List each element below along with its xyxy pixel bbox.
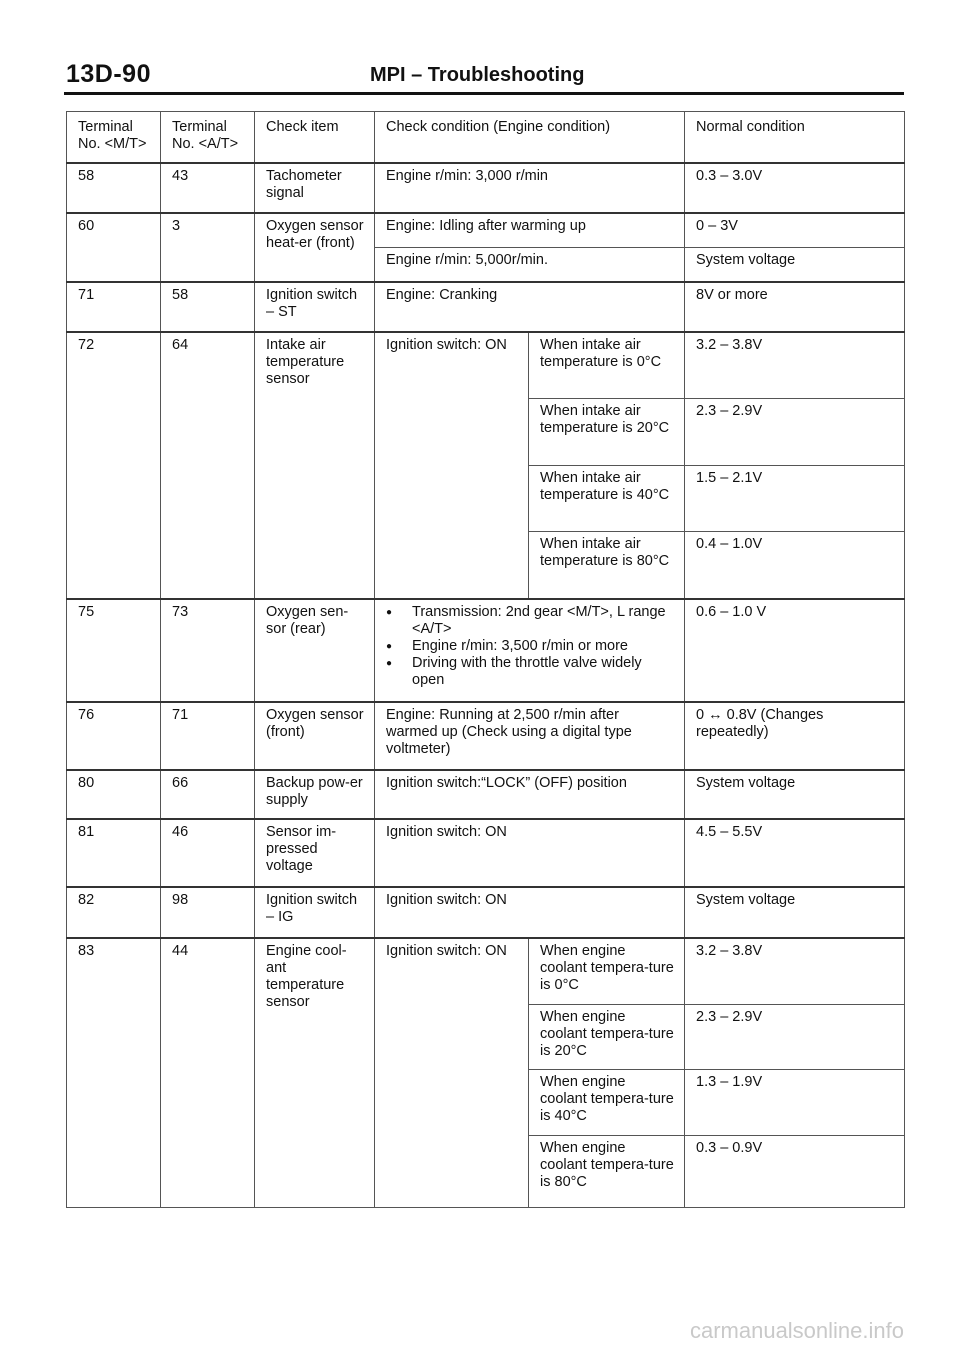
check-condition: Engine r/min: 3,000 r/min — [375, 163, 685, 212]
terminal-mt: 83 — [67, 938, 161, 1207]
check-condition: Ignition switch:“LOCK” (OFF) position — [375, 770, 685, 819]
normal-condition: 8V or more — [685, 282, 905, 331]
check-item: Oxygen sensor (front) — [255, 702, 375, 770]
sub-condition: When intake air temperature is 40°C — [529, 465, 685, 532]
terminal-mt: 81 — [67, 819, 161, 887]
terminal-at: 73 — [161, 599, 255, 702]
terminal-mt: 75 — [67, 599, 161, 702]
condition-bullet: ● Driving with the throttle valve widely open — [386, 655, 674, 689]
terminal-at: 46 — [161, 819, 255, 887]
page-number: 13D-90 — [66, 60, 151, 88]
column-header: Check condition (Engine condition) — [375, 112, 685, 164]
table-row — [67, 599, 905, 702]
check-condition: Engine r/min: 5,000r/min. — [375, 247, 685, 282]
table-row — [67, 332, 905, 399]
check-item: Oxygen sensor heat-er (front) — [255, 213, 375, 283]
check-condition: Ignition switch: ON — [375, 819, 685, 887]
normal-condition: 0 ↔ 0.8V (Changes repeatedly) — [685, 702, 905, 770]
terminal-at: 3 — [161, 213, 255, 283]
check-item: Oxygen sen-sor (rear) — [255, 599, 375, 702]
check-item: Engine cool-ant temperature sensor — [255, 938, 375, 1207]
terminal-at: 58 — [161, 282, 255, 331]
check-item: Backup pow-er supply — [255, 770, 375, 819]
table-row — [67, 702, 905, 770]
normal-condition: 3.2 – 3.8V — [685, 332, 905, 399]
terminal-mt: 72 — [67, 332, 161, 600]
sub-condition: When intake air temperature is 20°C — [529, 398, 685, 465]
sub-condition: When intake air temperature is 80°C — [529, 532, 685, 600]
normal-condition: 4.5 – 5.5V — [685, 819, 905, 887]
sub-condition: When engine coolant tempera-ture is 40°C — [529, 1070, 685, 1136]
column-header: Normal condition — [685, 112, 905, 164]
sub-condition: When intake air temperature is 0°C — [529, 332, 685, 399]
column-header: Check item — [255, 112, 375, 164]
terminal-at: 66 — [161, 770, 255, 819]
normal-condition: 3.2 – 3.8V — [685, 938, 905, 1004]
check-item: Tachometer signal — [255, 163, 375, 212]
normal-condition: 2.3 – 2.9V — [685, 398, 905, 465]
normal-condition: System voltage — [685, 770, 905, 819]
normal-condition: 0.3 – 0.9V — [685, 1136, 905, 1208]
terminal-at: 71 — [161, 702, 255, 770]
normal-condition: System voltage — [685, 247, 905, 282]
terminal-mt: 58 — [67, 163, 161, 212]
watermark: carmanualsonline.info — [689, 1318, 904, 1343]
condition-bullet: ● Engine r/min: 3,500 r/min or more — [386, 638, 674, 655]
table-header-row — [67, 112, 905, 164]
sub-condition: When engine coolant tempera-ture is 20°C — [529, 1004, 685, 1070]
normal-condition: 0.3 – 3.0V — [685, 163, 905, 212]
column-header: Terminal No. <M/T> — [67, 112, 161, 164]
normal-condition: 2.3 – 2.9V — [685, 1004, 905, 1070]
check-item: Intake air temperature sensor — [255, 332, 375, 600]
normal-condition: 1.5 – 2.1V — [685, 465, 905, 532]
check-condition: Engine: Cranking — [375, 282, 685, 331]
check-condition: Ignition switch: ON — [375, 938, 529, 1207]
check-condition — [375, 599, 685, 702]
normal-condition: 0.4 – 1.0V — [685, 532, 905, 600]
terminal-mt: 76 — [67, 702, 161, 770]
check-item: Ignition switch – ST — [255, 282, 375, 331]
terminal-at: 43 — [161, 163, 255, 212]
normal-condition: 1.3 – 1.9V — [685, 1070, 905, 1136]
column-header: Terminal No. <A/T> — [161, 112, 255, 164]
normal-condition: 0.6 – 1.0 V — [685, 599, 905, 702]
terminal-check-table — [66, 111, 905, 1208]
normal-condition: 0 – 3V — [685, 213, 905, 248]
table-row — [67, 770, 905, 819]
terminal-mt: 82 — [67, 887, 161, 938]
terminal-mt: 71 — [67, 282, 161, 331]
terminal-at: 98 — [161, 887, 255, 938]
check-item: Ignition switch – IG — [255, 887, 375, 938]
terminal-at: 64 — [161, 332, 255, 600]
table-row — [67, 282, 905, 331]
sub-condition: When engine coolant tempera-ture is 0°C — [529, 938, 685, 1004]
table-row — [67, 887, 905, 938]
table-row — [67, 819, 905, 887]
terminal-mt: 80 — [67, 770, 161, 819]
condition-bullet: ● Transmission: 2nd gear <M/T>, L range <A/T> — [386, 604, 674, 638]
normal-condition: System voltage — [685, 887, 905, 938]
page-title: MPI – Troubleshooting — [370, 64, 585, 86]
table-row — [67, 938, 905, 1004]
terminal-at: 44 — [161, 938, 255, 1207]
header-rule — [64, 92, 904, 95]
check-item: Sensor im-pressed voltage — [255, 819, 375, 887]
check-condition: Engine: Idling after warming up — [375, 213, 685, 248]
sub-condition: When engine coolant tempera-ture is 80°C — [529, 1136, 685, 1208]
table-row — [67, 163, 905, 212]
check-condition: Ignition switch: ON — [375, 887, 685, 938]
check-condition: Engine: Running at 2,500 r/min after warmed up (Check using a digital type voltmeter) — [375, 702, 685, 770]
table-row — [67, 213, 905, 248]
check-condition: Ignition switch: ON — [375, 332, 529, 600]
terminal-mt: 60 — [67, 213, 161, 283]
